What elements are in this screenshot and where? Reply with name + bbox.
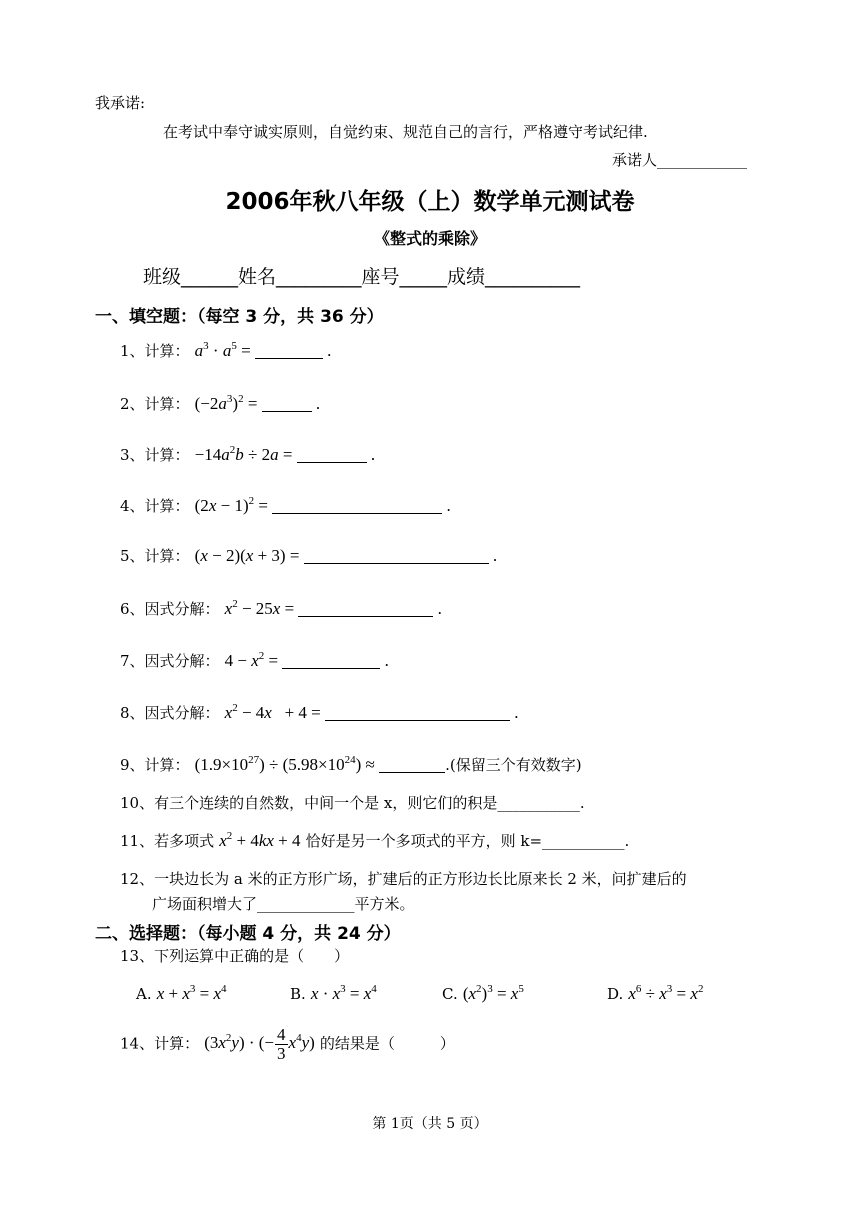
q13-option-d[interactable]: D. $x^6 \div x^3 = x^2$ — [607, 983, 704, 1003]
answer-blank-9[interactable] — [379, 756, 445, 773]
question-7-expression: $4 - x^2$ = . — [224, 650, 389, 670]
answer-blank-7[interactable] — [282, 652, 380, 669]
question-8-label: 8、因式分解： — [120, 704, 220, 722]
question-5 — [120, 545, 497, 566]
answer-blank-4[interactable] — [272, 497, 442, 514]
page-subtitle: 《整式的乘除》 — [373, 229, 486, 248]
student-info-line: 班级______姓名_________座号_____成绩__________ — [143, 266, 581, 288]
question-14 — [120, 1026, 455, 1063]
question-9-note: .(保留三个有效数字) — [445, 756, 582, 774]
answer-blank-3[interactable] — [297, 446, 367, 463]
q13-option-d-label: D. — [607, 985, 624, 1003]
question-4-label: 4、计算： — [120, 497, 190, 515]
question-8 — [120, 702, 519, 723]
question-3 — [120, 444, 375, 465]
question-2-expression: $(-2a^3)^2$ = . — [194, 393, 321, 413]
answer-blank-5[interactable] — [304, 547, 489, 564]
question-3-expression: $-14a^2b \div 2a$ = . — [194, 444, 376, 464]
question-11-text: 恰好是另一个多项式的平方，则 k=___________. — [305, 832, 630, 850]
question-12-line-1: 12、一块边长为 a 米的正方形广场，扩建后的正方形边长比原来长 2 米，问扩建后的 — [120, 870, 687, 888]
question-12-line-2: 广场面积增大了_____________平方米。 — [152, 895, 415, 913]
answer-blank-8[interactable] — [325, 704, 510, 721]
q13-option-a[interactable]: A. $x + x^3 = x^4$ — [136, 983, 227, 1003]
question-11-expression: $x^2 + 4kx + 4$ — [219, 830, 301, 850]
question-7-label: 7、因式分解： — [120, 652, 220, 670]
question-1-expression: $a^3 \cdot a^5$ = . — [194, 340, 332, 360]
question-1-label: 1、计算： — [120, 342, 190, 360]
question-2-label: 2、计算： — [120, 395, 190, 413]
page-title: 2006年秋八年级（上）数学单元测试卷 — [225, 189, 635, 215]
question-11 — [120, 830, 629, 851]
question-5-expression: (x − 2)(x + 3) = . — [194, 546, 498, 565]
q13-option-c-label: C. — [442, 985, 458, 1003]
question-4-expression: $(2x - 1)^2$ = . — [194, 495, 451, 515]
question-9 — [120, 754, 582, 775]
question-11-label: 11、若多项式 — [120, 832, 215, 850]
pledge-heading: 我承诺: — [95, 94, 146, 112]
pledge-text: 在考试中奉守诚实原则，自觉约束、规范自己的言行，严格遵守考试纪律. — [163, 123, 648, 141]
question-4 — [120, 495, 451, 516]
question-14-label: 14、计算： — [120, 1034, 200, 1053]
pledge-signer: 承诺人____________ — [612, 151, 748, 169]
question-6 — [120, 598, 442, 619]
page-footer: 第 1页（共 5 页） — [372, 1116, 488, 1132]
question-1 — [120, 340, 331, 361]
q13-option-b[interactable]: B. $x \cdot x^3 = x^4$ — [290, 983, 377, 1003]
q13-option-a-label: A. — [136, 985, 152, 1003]
question-6-label: 6、因式分解： — [120, 600, 220, 618]
question-9-expression: $(1.9\times 10^{27}) \div (5.98\times 10^{24})$ ≈ — [195, 755, 446, 774]
answer-blank-1[interactable] — [255, 342, 323, 359]
question-14-suffix: 的结果是（ ） — [319, 1034, 455, 1053]
question-7 — [120, 650, 389, 671]
question-2 — [120, 393, 320, 414]
answer-blank-6[interactable] — [298, 600, 433, 617]
question-6-expression: $x^2 - 25x$ = . — [224, 598, 442, 618]
question-8-expression: $x^2 - 4x + 4$ = . — [224, 702, 519, 722]
section-choice-heading: 二、选择题：（每小题 4 分，共 24 分） — [95, 924, 401, 944]
section-fill-in-heading: 一、填空题：（每空 3 分，共 36 分） — [95, 307, 384, 327]
question-9-label: 9、计算： — [120, 756, 190, 774]
question-14-expression: $(3x^2y)$ · (− $\frac{4}{3}$ $x^4y$) — [204, 1025, 315, 1063]
answer-blank-2[interactable] — [262, 395, 312, 412]
q13-option-b-label: B. — [290, 985, 306, 1003]
question-13: 13、下列运算中正确的是（ ） — [120, 947, 350, 965]
question-5-label: 5、计算： — [120, 547, 190, 565]
question-3-label: 3、计算： — [120, 446, 190, 464]
question-10: 10、有三个连续的自然数，中间一个是 x，则它们的积是___________. — [120, 794, 585, 812]
q13-option-c[interactable]: C. $(x^2)^3 = x^5$ — [442, 983, 524, 1003]
